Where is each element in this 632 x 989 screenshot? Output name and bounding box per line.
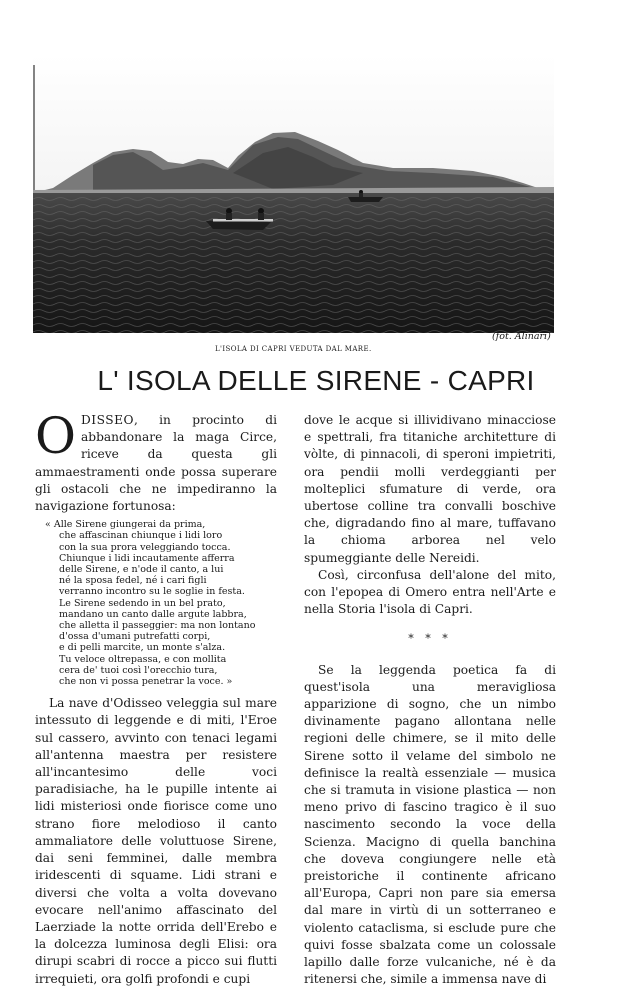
right-paragraph-2: Così, circonfusa dell'alone del mito, con l'epopea di Omero entra nell'Arte e nella Storia l'isola di Capri. [304,567,556,617]
right-paragraph-1: dove le acque si illividivano minacciose e spettrali, fra titaniche architetture di vòlte, di pinnacoli, di speroni impietriti, ora pendii molli verdeggianti per molteplici sfumature di verde, ora ubertose colline tra convalli boschive che, digradando fino al mare, tuffavano la chioma arborea nel velo spumeggiante delle Nereidi. [304,413,556,565]
poem-line: che alletta il passeggier: ma non lontano [59,620,256,632]
capri-photograph [33,55,554,333]
poem-line: Tu veloce oltrepassa, e con mollita [59,653,227,665]
capri-photo-image [33,55,554,333]
opening-paragraph [35,407,277,515]
poem-line: con la sua prora veleggiando tocca. [59,541,231,553]
poem-line: mandano un canto dalle argute labbra, [59,608,247,620]
poem-line: Le Sirene sedendo in un bel prato, [59,597,226,609]
right-column [304,412,556,989]
poem-line: « Alle Sirene giungerai da prima, [45,519,206,531]
section-divider: * * * [408,632,452,646]
drop-cap: O [35,407,76,465]
photo-caption: L'ISOLA DI CAPRI VEDUTA DAL MARE. [215,345,372,353]
left-body-paragraph: La nave d'Odisseo veleggia sul mare intessuto di leggende e di miti, l'Eroe sul cassero, avvinto con tenaci legami all'antenna maestra per resistere all'incantesimo delle voci paradisiache, ha le pupille intente ai lidi misteriosi onde fiorisce come uno strano fiore melodioso il canto ammaliatore delle voluttuose Sirene, dai seni femminei, dalle membra iridescenti di squame. Lidi strani e diversi che volta a volta dovevano evocare nell'animo affascinato del Laerziade la notte orrida dell'Erebo e la dolcezza luminosa degli Elisi: ora dirupi scabri di rocce a picco sui flutti irrequieti, ora golfi profondi e cupi [35,696,277,986]
poem-line: che affascinan chiunque i lidi loro [59,530,223,542]
poem-line: delle Sirene, e n'ode il canto, a lui [59,564,224,576]
poem-line: cera de' tuoi così l'orecchio tura, [59,664,218,676]
poem-line: che non vi possa penetrar la voce. » [59,676,233,688]
poem-line: d'ossa d'umani putrefatti corpi, [59,631,211,643]
photo-credit: (fot. Alinari) [492,331,551,342]
poem-line: Chiunque i lidi incautamente afferra [59,552,235,564]
left-column [35,407,277,988]
poem-line: e di pelli marcite, un monte s'alza. [59,642,226,654]
poem-quotation [45,519,277,687]
opening-small-caps: DISSEO [81,413,134,427]
article-title: L' ISOLA DELLE SIRENE - CAPRI [97,365,535,396]
right-paragraph-3: Se la leggenda poetica fa di quest'isola una meravigliosa apparizione di sogno, che un nimbo divinamente pagano allontana nelle regioni delle chimere, se il mito delle Sirene sotto il velame del simbolo ne definisce la realtà essenziale — musica che si tramuta in visione plastica — non meno privo di fascino tragico è il suo nascimento secondo la voce della Scienza. Macigno di quella banchina che doveva congiungere nelle età preistoriche il continente africano all'Europa, Capri non pare sia emersa dal mare in virtù di un sotterraneo e violento cataclisma, si esclude pure che quivi fosse sbalzata come un colossale lapillo dalle forze vulcaniche, né è da ritenersi che, simile a immensa nave di [304,662,556,987]
poem-line: verranno incontro su le soglie in festa. [59,586,245,598]
opening-text: , in procinto di abbandonare la maga Circe, riceve da questa gli ammaestramenti onde possa superare gli ostacoli che ne impediranno la navigazione fortunosa: [35,413,277,514]
poem-line: né la sposa fedel, né i cari figli [59,575,207,587]
